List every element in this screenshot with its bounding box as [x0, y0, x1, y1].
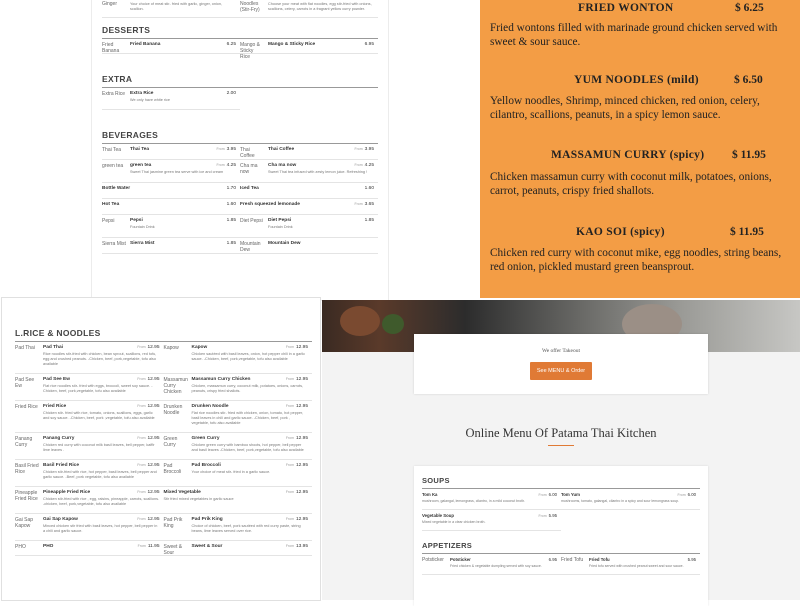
- menu-item[interactable]: [15, 433, 164, 460]
- item-price: [227, 218, 236, 223]
- item-body: [240, 186, 374, 191]
- menu-section-list: [15, 298, 312, 556]
- item-name: Fried Rice: [43, 404, 67, 409]
- menu-section-list: [422, 476, 700, 575]
- item-price: [227, 42, 236, 47]
- menu-item[interactable]: [422, 489, 561, 510]
- item-image-alt: Basil Fried Rice: [15, 463, 39, 475]
- section-title: APPETIZERS: [422, 541, 473, 550]
- price-prefix: From: [137, 377, 146, 381]
- price-value: 1.70: [226, 186, 236, 191]
- item-price: [137, 517, 159, 522]
- item-price: [227, 202, 236, 207]
- item-description: Flat rice noodles stir- fried with chicken, onion, tomato, hot pepper, basil leaves in chili and garlic sauce. -Chicken, beef, pork , vegetable, tofu also available: [191, 411, 304, 425]
- item-image-alt: Fried Tofu: [561, 557, 584, 563]
- price-prefix: From: [137, 436, 146, 440]
- item-image-alt: Cha ma now: [240, 163, 258, 175]
- section-title: BEVERAGES: [102, 130, 159, 140]
- item-price: [286, 490, 308, 495]
- price-prefix: From: [285, 517, 294, 521]
- item-image-alt: Pepsi: [102, 218, 115, 224]
- item-description: Chicken green curry with bamboo shoots, hot pepper, bell pepper and basil leaves -Chicken, beef, pork,vegetable, tofu also available: [191, 443, 304, 452]
- menu-item[interactable]: [240, 144, 378, 160]
- menu-item[interactable]: [164, 374, 313, 401]
- price-prefix: From: [137, 404, 146, 408]
- item-body: [130, 42, 236, 47]
- price-value: 3.95: [364, 147, 374, 152]
- item-name: Hot Tea: [102, 202, 120, 207]
- price-prefix: From: [354, 147, 363, 151]
- item-body: [268, 218, 374, 230]
- menu-item[interactable]: [240, 199, 378, 215]
- menu-item[interactable]: [561, 554, 700, 575]
- menu-item[interactable]: [240, 215, 378, 238]
- price-prefix: From: [137, 544, 146, 548]
- price-prefix: From: [285, 436, 294, 440]
- item-image-alt: Sierra Mist: [102, 241, 126, 247]
- item-description: Yellow noodles, Shrimp, minced chicken, red onion, celery, cilantro, scallions, peanuts, in a spicy lemon sauce.: [490, 95, 760, 121]
- item-name: Vegetable Soup: [422, 513, 454, 518]
- menu-item[interactable]: [15, 460, 164, 487]
- price-prefix: From: [285, 544, 294, 548]
- menu-item[interactable]: [15, 487, 164, 514]
- item-image-alt: Pad Broccoli: [163, 463, 182, 475]
- extra-section: [102, 74, 378, 110]
- item-image-alt: Pineapple Fried Rice: [15, 490, 38, 502]
- price-prefix: From: [137, 490, 146, 494]
- menu-item[interactable]: [422, 554, 561, 575]
- item-name: Green Curry: [191, 436, 220, 441]
- item-description: mushroom, galangal, lemongrass, cilantro, in a mild coconut broth.: [422, 499, 526, 503]
- item-name: Pineapple Fried Rice: [43, 490, 91, 495]
- beverages-section: [102, 130, 378, 254]
- item-price: [677, 492, 696, 497]
- item-image-alt: Ginger: [102, 1, 118, 7]
- item-description: Chicken red curry with coconut mike, egg noodles, string beans, red onion, pickled mustard green beansprout.: [490, 247, 782, 273]
- rice-noodles-items: [15, 342, 312, 556]
- menu-item[interactable]: [102, 0, 240, 18]
- item-image-alt: Pad See Ew: [15, 377, 35, 389]
- menu-item[interactable]: [102, 215, 240, 238]
- item-name: MASSAMUN CURRY (spicy): [551, 149, 705, 161]
- item-name: YUM NOODLES (mild): [574, 74, 699, 86]
- menu-item[interactable]: [240, 160, 378, 183]
- price-value: 6.95: [548, 557, 557, 562]
- item-body: [450, 557, 557, 569]
- item-name: Potsticker: [450, 557, 471, 562]
- menu-item[interactable]: [240, 183, 378, 199]
- item-price: [286, 345, 308, 350]
- item-description: Chicken stir-fried with rice , egg, raisins, pineapple, carrots, scallions. -chicken, beef, pork,vegetable, tofu also available: [43, 497, 160, 506]
- item-price: [137, 345, 159, 350]
- menu-item[interactable]: [15, 374, 164, 401]
- menu-item[interactable]: [102, 199, 240, 215]
- price-prefix: From: [354, 163, 363, 167]
- item-description: Chicken stir-fried with rice, hot pepper, basil leaves, bell pepper and garlic sauce. -Beef, pork vegetable, tofu also available: [43, 470, 157, 479]
- item-image-alt: green tea: [102, 163, 124, 169]
- item-body: [422, 492, 557, 504]
- item-description: Fried tofu served with crushed peanut sweet and sour sauce.: [589, 564, 684, 568]
- item-price: $ 11.95: [730, 226, 764, 238]
- menu-item[interactable]: [15, 541, 164, 556]
- item-name: Basil Fried Rice: [43, 463, 79, 468]
- item-description: mushrooms, tomato, galangal, cilantro in a spicy and sour lemongrass soup.: [561, 499, 680, 503]
- item-price: [365, 42, 374, 47]
- item-image-alt: PHO: [15, 544, 26, 550]
- item-name: Pepsi: [130, 218, 143, 223]
- item-price: [354, 163, 374, 168]
- item-price: [365, 186, 374, 191]
- item-description: Fountain Drink: [130, 225, 155, 229]
- price-value: 12.95: [295, 463, 308, 468]
- item-name: Pad Prik King: [191, 517, 223, 522]
- menu-item[interactable]: [164, 514, 313, 541]
- item-image-alt: Pad Prik King: [163, 517, 183, 529]
- price-prefix: From: [216, 147, 225, 151]
- item-name: Kapow: [191, 345, 208, 350]
- takeout-text: We offer Takeout: [541, 348, 581, 354]
- price-value: 12.95: [147, 404, 160, 409]
- item-price: $ 11.95: [732, 149, 766, 161]
- item-description: Fried wontons filled with marinade ground chicken served with sweet & sour sauce.: [490, 22, 778, 48]
- item-price: [286, 436, 308, 441]
- item-image-alt: Extra Rice: [102, 91, 126, 97]
- item-image-alt: Fried Banana: [102, 42, 120, 54]
- orange-menu-board: [480, 0, 800, 298]
- item-body: [422, 513, 557, 525]
- item-name: Fried Banana: [130, 42, 161, 47]
- item-name: Bottle Water: [102, 186, 131, 191]
- price-value: 12.95: [295, 345, 308, 350]
- item-description: Your choice of meat stir- fried in a garlic sauce.: [191, 470, 271, 474]
- soups-items: [422, 489, 700, 531]
- section-title: EXTRA: [102, 74, 133, 84]
- price-value: 1.85: [364, 218, 374, 223]
- price-prefix: From: [285, 404, 294, 408]
- price-value: 1.60: [226, 202, 236, 207]
- price-value: 6.95: [364, 42, 374, 47]
- item-body: [130, 241, 236, 246]
- price-prefix: From: [677, 493, 686, 497]
- menu-item[interactable]: [102, 183, 240, 199]
- item-body: [130, 218, 236, 230]
- menu-item[interactable]: [164, 401, 313, 433]
- price-value: 12.95: [295, 517, 308, 522]
- item-description: Chicken stir- fried with rice, tomato, onions, scallions, eggs, garlic and soy sauce. -Chicken, beef, pork ,vegetable, tofu also available: [43, 411, 155, 420]
- price-value: 12.95: [147, 463, 160, 468]
- menu-item[interactable]: [15, 514, 164, 541]
- item-price: [137, 463, 159, 468]
- item-price: [538, 513, 557, 518]
- item-image-alt: Panang Curry: [15, 436, 33, 448]
- menu-section-list: [102, 0, 378, 254]
- item-image-alt: Sweet & Sour: [163, 544, 183, 556]
- price-value: 12.95: [147, 490, 160, 495]
- menu-item[interactable]: [240, 0, 378, 18]
- item-name: Sierra Mist: [130, 241, 155, 246]
- rice-noodles-menu-panel: [2, 298, 320, 600]
- item-name: PHO: [43, 544, 54, 549]
- item-price: [354, 202, 374, 207]
- price-value: 12.95: [295, 490, 308, 495]
- item-description: We only have white rice: [130, 98, 171, 102]
- item-description: Fried chicken & vegetable dumpling served with soy sauce.: [450, 564, 542, 568]
- food-shape: [382, 314, 404, 334]
- item-description: Mixed vegetable in a clear chicken broth.: [422, 520, 486, 524]
- item-body: [589, 557, 696, 569]
- menu-item[interactable]: [164, 342, 313, 374]
- item-price: [538, 492, 557, 497]
- price-prefix: From: [538, 514, 547, 518]
- price-value: 5.95: [548, 513, 557, 518]
- item-description: Flat rice noodles stir- fried with eggs, broccoli, sweet soy sauce. -Chicken, beef, pork,vegetable, tofu also available: [43, 384, 153, 393]
- item-name: Pad Thai: [43, 345, 63, 350]
- menu-item[interactable]: [240, 238, 378, 254]
- item-name: Fresh squeezed lemonade: [240, 202, 300, 207]
- item-name: Sweet & Sour: [191, 544, 223, 549]
- item-image-alt: Thai Tea: [102, 147, 122, 153]
- item-price: [137, 377, 159, 382]
- menu-item[interactable]: [102, 39, 240, 54]
- item-name: Mountain Dew: [268, 241, 301, 246]
- item-name: Pad See Ew: [43, 377, 70, 382]
- item-name: Extra Rice: [130, 91, 154, 96]
- price-prefix: From: [137, 345, 146, 349]
- item-price: [216, 163, 236, 168]
- desserts-items: [102, 39, 378, 60]
- item-image-alt: Mountain Dew: [240, 241, 261, 253]
- item-description: Sweet Thai tea infused with zesty lemon juice. Refreshing !: [268, 170, 368, 174]
- item-price: [286, 463, 308, 468]
- item-name: Diet Pepsi: [268, 218, 292, 223]
- menu-item[interactable]: [102, 238, 240, 254]
- item-price: [137, 404, 159, 409]
- item-price: [227, 91, 236, 96]
- price-prefix: From: [538, 493, 547, 497]
- item-name: green tea: [130, 163, 152, 168]
- item-name: Mango & Sticky Rice: [268, 42, 316, 47]
- item-price: [227, 186, 236, 191]
- menu-item[interactable]: [102, 160, 240, 183]
- menu-item[interactable]: [164, 487, 313, 514]
- item-price: $ 6.25: [735, 2, 764, 14]
- item-description: Chicken sautéed with basil leaves, onion, hot pepper chili in a garlic sauce. -Chicken, beef, pork,vegetable, tofu also available: [191, 352, 306, 361]
- item-name: Tom Ka: [422, 492, 438, 497]
- item-price: [227, 241, 236, 246]
- price-value: 1.85: [226, 218, 236, 223]
- item-body: [268, 0, 374, 12]
- item-price: [688, 557, 696, 562]
- item-price: [286, 517, 308, 522]
- price-value: 6.00: [548, 492, 557, 497]
- menu-item[interactable]: [164, 460, 313, 487]
- item-description: Chicken massamun curry with coconut milk, potatoes, onions, carrot, peanuts, crispy fried shallots.: [490, 171, 772, 197]
- item-description: Rice noodles stir-fried with chicken, bean sprout, scallions, red tofu, egg and crushed peanuts. -Chicken, beef, pork,vegetable, tofu also available: [43, 352, 157, 366]
- menu-item[interactable]: [240, 39, 378, 60]
- item-price: [365, 218, 374, 223]
- online-menu-card: [414, 466, 708, 606]
- item-description: Your choice of meat stir- fried with garlic, ginger, onion, scallion.: [130, 2, 223, 11]
- item-body: [268, 42, 374, 47]
- item-image-alt: Massamun Curry Chicken: [163, 377, 188, 395]
- menu-item[interactable]: [561, 489, 700, 510]
- price-value: 12.95: [147, 345, 160, 350]
- takeout-card: [414, 334, 708, 394]
- item-body: [561, 492, 696, 504]
- item-description: Choose your meat with flat noodles, egg stir-fried with onions, scallions, celery, carrots in a fragrant yellow curry powder.: [268, 2, 372, 11]
- price-value: 2.00: [226, 91, 236, 96]
- item-price: [549, 557, 557, 562]
- section-title: SOUPS: [422, 476, 450, 485]
- desserts-section: [102, 25, 378, 60]
- page-title: Online Menu Of Patama Thai Kitchen: [465, 426, 657, 440]
- item-image-alt: Green Curry: [163, 436, 178, 448]
- item-description: Sweet Thai jasmine green tea serve with ice and cream: [130, 170, 224, 174]
- appetizers-items: [422, 554, 700, 575]
- price-value: 3.65: [364, 202, 374, 207]
- item-image-alt: Drunken Noodle: [163, 404, 183, 416]
- price-value: 6.25: [226, 42, 236, 47]
- item-description: Stir fried mixed vegetables in garlic sauce: [163, 497, 234, 501]
- item-price: [286, 377, 308, 382]
- menu-item[interactable]: [164, 433, 313, 460]
- food-shape: [340, 306, 380, 336]
- section-title: DESSERTS: [102, 25, 151, 35]
- see-menu-order-button[interactable]: See MENU & Order: [530, 362, 592, 380]
- item-image-alt: Thai Coffee: [240, 147, 255, 159]
- item-description: Choice of chicken, beef, pork sautéed with red curry paste, string beans, lime leaves served over rice.: [191, 524, 301, 533]
- menu-item[interactable]: [15, 342, 164, 374]
- price-value: 12.95: [295, 404, 308, 409]
- top-row-items: [102, 0, 378, 18]
- price-value: 1.85: [226, 241, 236, 246]
- item-body: [268, 241, 374, 246]
- menu-item[interactable]: [102, 88, 240, 110]
- restaurant-homepage: [322, 300, 800, 600]
- item-image-alt: Fried Rice: [15, 404, 38, 410]
- price-prefix: From: [137, 517, 146, 521]
- section-title: L.RICE & NOODLES: [15, 328, 101, 338]
- item-description: Chicken, massamun curry, coconut milk, potatoes, onions, carrots, peanuts, crispy fried shallots.: [191, 384, 304, 393]
- item-name: Thai Tea: [130, 147, 150, 152]
- item-name: Iced Tea: [240, 186, 259, 191]
- item-image-alt: Noodles (Stir-Fry): [240, 1, 260, 13]
- price-prefix: From: [285, 345, 294, 349]
- item-image-alt: Diet Pepsi: [240, 218, 263, 224]
- item-name: Fried Tofu: [589, 557, 610, 562]
- item-image-alt: Kapow: [163, 345, 179, 351]
- item-price: $ 6.50: [734, 74, 763, 86]
- item-name: Massamun Curry Chicken: [191, 377, 251, 382]
- item-name: KAO SOI (spicy): [576, 226, 665, 238]
- soups-section: [422, 476, 700, 531]
- item-name: Mixed Vegetable: [163, 490, 201, 495]
- price-value: 12.95: [295, 377, 308, 382]
- item-name: Drunken Noodle: [191, 404, 229, 409]
- price-prefix: From: [216, 163, 225, 167]
- item-image-alt: Gai Sap Kapow: [15, 517, 34, 529]
- price-prefix: From: [285, 377, 294, 381]
- menu-item[interactable]: [102, 144, 240, 160]
- item-price: [286, 544, 308, 549]
- price-value: 12.95: [147, 377, 160, 382]
- rice-noodles-section: [15, 328, 312, 556]
- item-description: Minced chicken stir fried with basil leaves, hot pepper, bell pepper in a chili and garlic sauce.: [43, 524, 158, 533]
- price-prefix: From: [285, 463, 294, 467]
- price-value: 11.95: [147, 544, 160, 549]
- price-value: 1.60: [364, 186, 374, 191]
- item-body: [130, 91, 236, 103]
- price-value: 12.95: [147, 436, 160, 441]
- item-body: [102, 186, 236, 191]
- price-value: 13.95: [295, 544, 308, 549]
- menu-item[interactable]: [422, 510, 561, 531]
- appetizers-section: [422, 541, 700, 575]
- item-image-alt: Potsticker: [422, 557, 444, 563]
- price-value: 12.95: [295, 436, 308, 441]
- beverages-menu-panel: [92, 0, 388, 300]
- menu-item[interactable]: [15, 401, 164, 433]
- item-name: FRIED WONTON: [578, 2, 674, 14]
- price-value: 4.25: [226, 163, 236, 168]
- beverages-items: [102, 144, 378, 254]
- price-value: 3.95: [226, 147, 236, 152]
- item-name: Pad Broccoli: [191, 463, 221, 468]
- item-price: [286, 404, 308, 409]
- item-description: Chicken red curry with coconut milk basil leaves, bell pepper, kaffir lime leaves .: [43, 443, 155, 452]
- price-value: 6.00: [687, 492, 696, 497]
- price-prefix: From: [137, 463, 146, 467]
- item-image-alt: Mango & Sticky Rice: [240, 42, 261, 60]
- item-name: Panang Curry: [43, 436, 75, 441]
- price-value: 12.95: [147, 517, 160, 522]
- item-name: Thai Coffee: [268, 147, 295, 152]
- title-underline: [548, 445, 574, 446]
- item-price: [354, 147, 374, 152]
- extra-items: [102, 88, 378, 110]
- item-name: Gai Sap Kapow: [43, 517, 78, 522]
- item-body: [102, 202, 236, 207]
- price-value: 4.25: [364, 163, 374, 168]
- price-prefix: From: [354, 202, 363, 206]
- price-value: 5.95: [687, 557, 696, 562]
- item-body: [130, 0, 236, 12]
- price-prefix: From: [285, 490, 294, 494]
- item-price: [137, 436, 159, 441]
- item-name: Cha ma now: [268, 163, 297, 168]
- item-description: Fountain Drink: [268, 225, 293, 229]
- item-price: [216, 147, 236, 152]
- item-price: [137, 490, 159, 495]
- item-image-alt: Pad Thai: [15, 345, 35, 351]
- item-price: [138, 544, 160, 549]
- menu-item[interactable]: [164, 541, 313, 556]
- item-name: Tom Yum: [561, 492, 580, 497]
